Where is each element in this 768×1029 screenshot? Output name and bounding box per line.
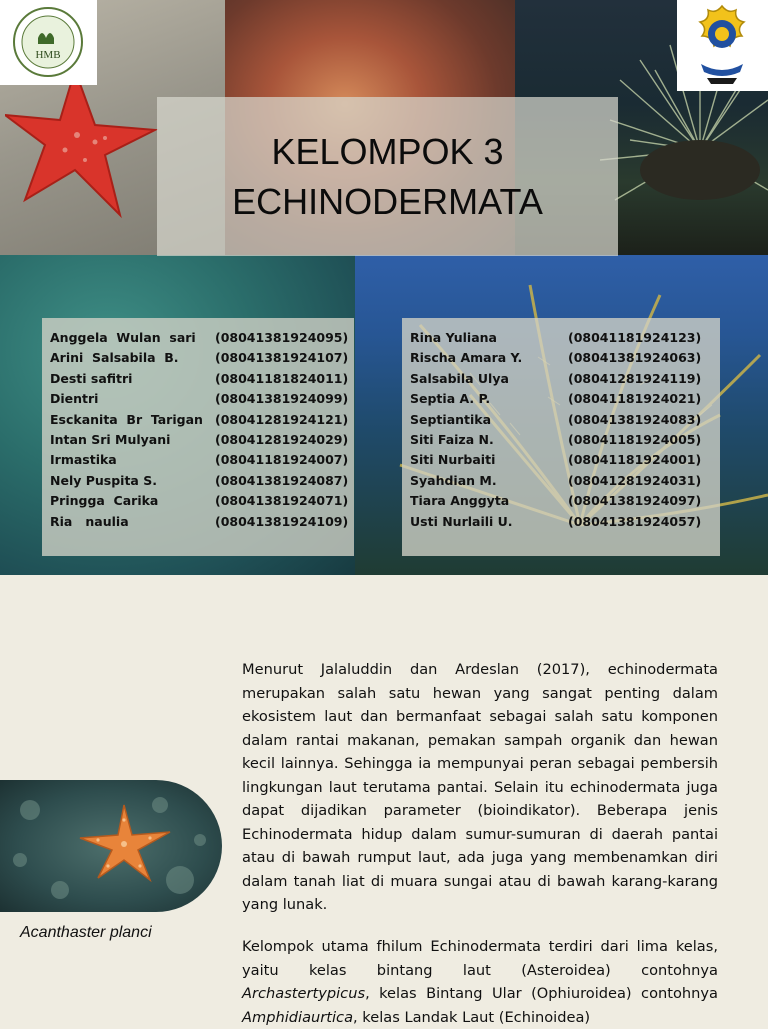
member-nim: (08041281924031) [568, 472, 702, 488]
member-row [50, 493, 349, 509]
member-row [410, 391, 702, 407]
university-emblem [677, 0, 768, 91]
member-name: Siti Nurbaiti [410, 452, 496, 468]
member-row [50, 472, 349, 488]
member-nim: (08041381924099) [215, 391, 349, 407]
member-row [410, 411, 702, 427]
member-name: Tiara Anggyta [410, 493, 510, 509]
paragraph-classes-text-2: , kelas Bintang Ular (Ophiuroidea) contohnya [365, 985, 718, 1002]
paragraph-classes-species-2: Amphidiaurtica [242, 1008, 354, 1026]
member-name: Rina Yuliana [410, 330, 497, 345]
member-nim: (08041381924057) [568, 513, 702, 529]
photo-caption: Acanthaster planci [20, 924, 152, 941]
hmb-logo-text: HMB [35, 49, 61, 61]
member-name: Esckanita Br Tarigan [50, 411, 203, 427]
member-name: Anggela Wulan sari [50, 330, 196, 345]
hmb-logo [0, 0, 97, 85]
member-name: Septiantika [410, 411, 492, 427]
member-row [50, 513, 349, 529]
member-row [50, 432, 349, 447]
member-name: Salsabila Ulya [410, 370, 509, 386]
member-row [410, 350, 702, 366]
paragraph-classes [242, 935, 718, 1029]
member-row [410, 513, 702, 529]
member-list-right [402, 318, 720, 556]
member-name: Nely Puspita S. [50, 472, 157, 488]
member-name: Ria naulia [50, 513, 129, 529]
member-name: Dientri [50, 391, 99, 407]
member-nim: (08041181924007) [215, 452, 349, 468]
member-nim: (08041381924109) [215, 513, 349, 529]
paragraph-classes-species-1: Archastertypicus [242, 985, 366, 1002]
member-row [50, 411, 349, 427]
member-name: Irmastika [50, 452, 117, 468]
member-row [410, 432, 702, 447]
member-list-left [42, 318, 354, 556]
member-name: Septia A. P. [410, 391, 491, 407]
member-row [50, 452, 349, 468]
title-panel [157, 97, 618, 256]
member-nim: (08041281924121) [215, 411, 349, 427]
member-row [50, 370, 349, 386]
member-nim: (08041381924107) [215, 350, 349, 366]
member-name: Syahdian M. [410, 472, 497, 488]
member-name: Usti Nurlaili U. [410, 513, 513, 529]
member-row [410, 472, 702, 488]
member-row [50, 330, 349, 345]
member-name: Intan Sri Mulyani [50, 432, 171, 447]
paragraph-classes-text-3: , kelas Landak Laut (Echinoidea) [353, 1008, 591, 1026]
paragraph-intro: Menurut Jalaluddin dan Ardeslan (2017), echinodermata merupakan salah satu hewan yang sangat penting dalam ekosistem laut dan bermanfaat sebagai salah satu komponen dalam rantai makanan, pemakan sampah organik dan hewan kecil lainnya. Sehingga ia mempunyai peran sebagai pembersih lingkungan laut terutama pantai. Selain itu echinodermata juga dapat dijadikan parameter (bioindikator). Beberapa jenis Echinodermata hidup dalam sumur-sumuran di daerah pantai atau di bawah rumput laut, ada juga yang membenamkan diri dalam tanah liat di muara sungai atau di bawah karang-karang yang lunak. [242, 661, 718, 913]
title-line-1: KELOMPOK 3 [271, 131, 504, 172]
member-name: Pringga Carika [50, 493, 159, 509]
member-nim: (08041381924071) [215, 493, 349, 509]
member-row [50, 391, 349, 407]
member-nim: (08041381924097) [568, 493, 702, 509]
member-nim: (08041181924005) [568, 432, 702, 447]
member-nim: (08041181924123) [568, 330, 702, 345]
member-nim: (08041381924083) [568, 411, 702, 427]
member-nim: (08041181924021) [568, 391, 702, 407]
member-nim: (08041181924001) [568, 452, 702, 468]
member-nim: (08041381924095) [215, 330, 349, 345]
member-name: Rischa Amara Y. [410, 350, 523, 366]
member-nim: (08041281924119) [568, 370, 702, 386]
member-nim: (08041281924029) [215, 432, 349, 447]
acanthaster-photo [0, 780, 222, 912]
member-name: Siti Faiza N. [410, 432, 494, 447]
member-row [50, 350, 349, 366]
member-nim: (08041181824011) [215, 370, 349, 386]
paragraph-classes-text-1: Kelompok utama fhilum Echinodermata terdiri dari lima kelas, yaitu kelas bintang laut (Asteroidea) contohnya [242, 938, 718, 979]
member-nim: (08041381924087) [215, 472, 349, 488]
member-row [410, 330, 702, 345]
member-row [410, 370, 702, 386]
member-name: Arini Salsabila B. [50, 350, 179, 366]
title-line-2: ECHINODERMATA [232, 181, 543, 222]
member-nim: (08041381924063) [568, 350, 702, 366]
member-row [410, 493, 702, 509]
member-name: Desti safitri [50, 370, 133, 386]
member-row [410, 452, 702, 468]
